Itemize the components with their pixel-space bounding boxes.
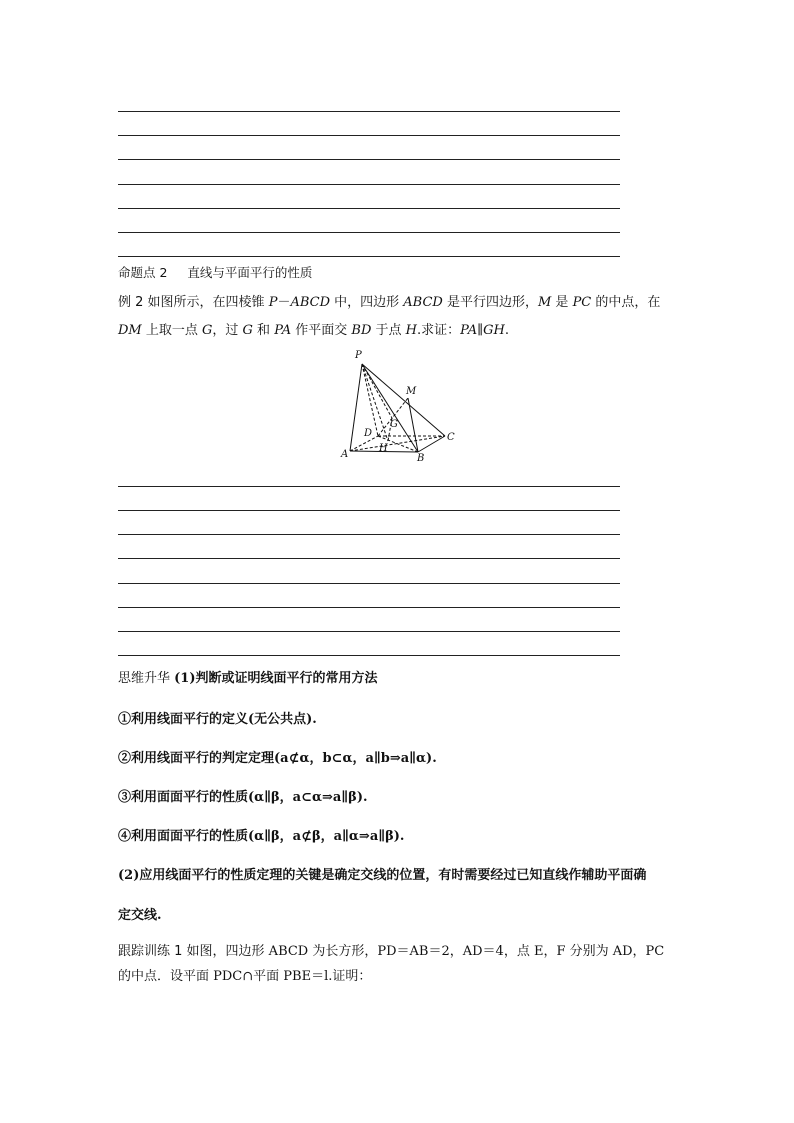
exercise-1-line-1: 跟踪训练 1 如图，四边形 ABCD 为长方形，PD＝AB＝2，AD＝4，点 E，F 分别为 AD，PC: [118, 944, 665, 959]
example-label: 例 2: [118, 295, 144, 310]
example-2-line-2: DM 上取一点 G，过 G 和 PA 作平面交 BD 于点 H.求证：PA∥GH.: [118, 323, 509, 338]
edge-PD: [362, 364, 378, 436]
answer-line: [118, 111, 620, 112]
thinking-point-1-title: 思维升华 (1)判断或证明线面平行的常用方法: [118, 671, 378, 686]
label-G: G: [390, 419, 398, 430]
example-2-line-1: 例 2 如图所示，在四棱锥 P－ABCD 中，四边形 ABCD 是平行四边形，M 是 PC 的中点，在: [118, 295, 661, 310]
answer-line: [118, 208, 620, 209]
answer-line: [118, 159, 620, 160]
answer-line: [118, 256, 620, 257]
section-label: 命题点 2: [118, 265, 168, 280]
label-P: P: [355, 350, 362, 361]
label-M: M: [406, 386, 417, 397]
label-C: C: [447, 432, 455, 443]
thinking-item-2: ②利用线面平行的判定定理(a⊄α，b⊂α，a∥b⇒a∥α).: [118, 751, 437, 766]
section-title: 直线与平面平行的性质: [187, 265, 313, 280]
answer-line: [118, 583, 620, 584]
answer-line: [118, 534, 620, 535]
thinking-point-2-line-1: (2)应用线面平行的性质定理的关键是确定交线的位置，有时需要经过已知直线作辅助平面确: [118, 868, 647, 883]
answer-line: [118, 510, 620, 511]
answer-line: [118, 655, 620, 656]
edge-PA: [350, 364, 362, 451]
answer-line: [118, 135, 620, 136]
answer-line: [118, 607, 620, 608]
answer-line: [118, 631, 620, 632]
thinking-item-4: ④利用面面平行的性质(α∥β，a⊄β，a∥α⇒a∥β).: [118, 829, 405, 844]
thinking-item-3: ③利用面面平行的性质(α∥β，a⊂α⇒a∥β).: [118, 790, 368, 805]
answer-line: [118, 486, 620, 487]
label-A: A: [341, 449, 349, 460]
edge-DM: [378, 398, 408, 436]
exercise-1-line-2: 的中点．设平面 PDC∩平面 PBE＝l.证明：: [118, 969, 372, 984]
answer-line: [118, 184, 620, 185]
thinking-item-1: ①利用线面平行的定义(无公共点).: [118, 712, 317, 727]
edge-PG: [362, 364, 392, 418]
label-B: B: [417, 453, 425, 462]
answer-line: [118, 558, 620, 559]
label-H: H: [379, 443, 388, 454]
edge-PC: [362, 364, 445, 436]
label-D: D: [364, 428, 373, 439]
thinking-point-2-line-2: 定交线.: [118, 908, 162, 923]
exercise-label: 跟踪训练 1: [118, 944, 183, 959]
section-heading: [118, 264, 312, 282]
thinking-label: 思维升华: [118, 671, 171, 686]
pyramid-figure: [336, 348, 466, 462]
answer-line: [118, 232, 620, 233]
